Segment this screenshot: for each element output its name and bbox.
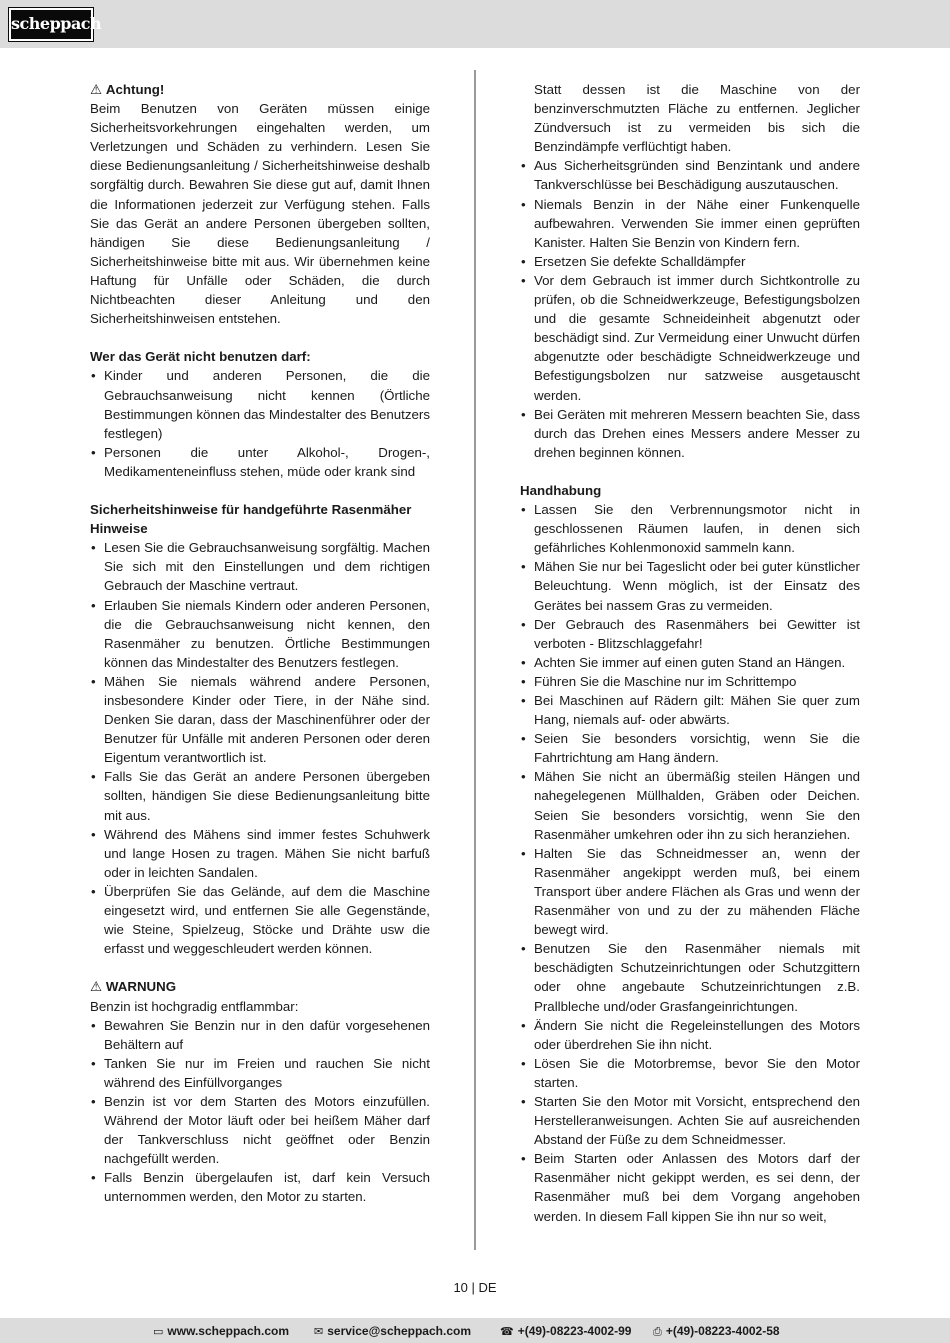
section-heading: Sicherheitshinweise für handgeführte Rasenmäher (90, 502, 412, 518)
list-item: • Beim Starten oder Anlassen des Motors darf der Rasenmäher nicht gekippt werden, es sei denn, der Rasenmäher muß bei dem Vorgang angehoben werden. In diesem Fall kippen Sie ihn nur so weit, (520, 1149, 860, 1225)
warning-title: WARNUNG (105, 979, 177, 995)
left-column (90, 80, 430, 1207)
list-item: • Niemals Benzin in der Nähe einer Funkenquelle aufbewahren. Verwenden Sie immer einen geprüften Kanister. Halten Sie Benzin von Kindern fern. (520, 195, 860, 252)
list-item: • Starten Sie den Motor mit Vorsicht, entsprechend den Herstelleranweisungen. Achten Sie auf ausreichenden Abstand der Füße zu dem Schneidmesser. (520, 1092, 860, 1149)
list-item: • Mähen Sie niemals während andere Personen, insbesondere Kinder oder Tiere, in der Nähe sind. Denken Sie daran, dass der Maschinenführer oder der Benutzer für Unfälle mit anderen Personen oder deren Eigentum verantwortlich ist. (90, 672, 430, 767)
computer-icon: ▭ (153, 1325, 164, 1338)
warning-paragraph: Benzin ist hochgradig entflammbar: (90, 998, 299, 1014)
brand-logo: scheppach (9, 8, 93, 41)
list-item: • Ersetzen Sie defekte Schalldämpfer (520, 252, 860, 271)
list-item: • Kinder und anderen Personen, die die Gebrauchsanweisung nicht kennen (Örtliche Bestimmungen können das Mindestalter des Benutzers festlegen) (90, 366, 430, 442)
warning-paragraph: Beim Benutzen von Geräten müssen einige Sicherheitsvorkehrungen eingehalten werden, um Verletzungen und Schäden zu verhindern. Lesen Sie diese Bedienungsanleitung / Sicherheitshinweise deshalb sorgfältig durch. Bewahren Sie diese gut auf, damit Ihnen die Informationen jederzeit zur Verfügung stehen. Falls Sie das Gerät an andere Personen übergeben sollten, händigen Sie diese Bedienungsanleitung / Sicherheitshinweise bitte mit aus. Wir übernehmen keine Haftung für Unfälle oder Schäden, die durch Nichtbeachten dieser Anleitung und den Sicherheitshinweisen entstehen. (90, 101, 430, 327)
website-text: www.scheppach.com (167, 1324, 289, 1338)
bullet-list (90, 366, 430, 481)
list-item: • Bewahren Sie Benzin nur in den dafür vorgesehenen Behältern auf (90, 1016, 430, 1054)
list-item: • Mähen Sie nicht an übermäßig steilen Hängen und nahegelegenen Müllhalden, Gräben oder Deichen. Seien Sie besonders vorsichtig, wenn Sie den Rasenmäher umkehren oder ihn zu sich heranziehen. (520, 767, 860, 843)
list-item: • Vor dem Gebrauch ist immer durch Sichtkontrolle zu prüfen, ob die Schneidwerkzeuge, Befestigungsbolzen und die gesamte Schneideinheit abgenutzt oder beschädigt sind. Zur Vermeidung einer Unwucht dürfen abgenutzte oder beschädigte Schneidwerkzeuge und Befestigungsbolzen nur satzweise ausgetauscht werden. (520, 271, 860, 405)
warning-heading (90, 80, 430, 99)
list-item: • Überprüfen Sie das Gelände, auf dem die Maschine eingesetzt wird, und entfernen Sie alle Gegenstände, wie Steine, Spielzeug, Stöcke und Drähte usw die erfasst und weggeschleudert werden können. (90, 882, 430, 958)
list-item: • Personen die unter Alkohol-, Drogen-, Medikamenteneinfluss stehen, müde oder krank sind (90, 443, 430, 481)
footer-website[interactable] (153, 1324, 289, 1338)
section-heading: Wer das Gerät nicht benutzen darf: (90, 349, 311, 365)
footer-fax (653, 1324, 780, 1339)
envelope-icon: ✉ (314, 1325, 324, 1338)
subsection-heading: Hinweise (90, 521, 148, 537)
list-item: • Der Gebrauch des Rasenmähers bei Gewitter ist verboten - Blitzschlaggefahr! (520, 615, 860, 653)
list-item: • Während des Mähens sind immer festes Schuhwerk und lange Hosen zu tragen. Mähen Sie nicht barfuß oder in leichten Sandalen. (90, 825, 430, 882)
list-item: • Halten Sie das Schneidmesser an, wenn der Rasenmäher angekippt werden muß, bei einem Transport über andere Flächen als Gras und wenn der Rasenmäher von und zu der zu mähenden Fläche bewegt wird. (520, 844, 860, 939)
bullet-list (90, 1016, 430, 1207)
phone-text: +(49)-08223-4002-99 (517, 1324, 632, 1338)
fax-text: +(49)-08223-4002-58 (665, 1324, 780, 1338)
list-item: • Falls Benzin übergelaufen ist, darf kein Versuch unternommen werden, den Motor zu starten. (90, 1168, 430, 1206)
list-item: • Lösen Sie die Motorbremse, bevor Sie den Motor starten. (520, 1054, 860, 1092)
list-item: • Bei Geräten mit mehreren Messern beachten Sie, dass durch das Drehen eines Messers andere Messer zu drehen beginnen können. (520, 405, 860, 462)
footer-phone (500, 1324, 631, 1338)
list-item: • Benzin ist vor dem Starten des Motors einzufüllen. Während der Motor läuft oder bei heißem Mäher darf der Tankverschluss nicht geöffnet oder Benzin nachgefüllt werden. (90, 1092, 430, 1168)
list-item: • Ändern Sie nicht die Regeleinstellungen des Motors oder überdrehen Sie ihn nicht. (520, 1016, 860, 1054)
list-item: • Erlauben Sie niemals Kindern oder anderen Personen, die die Gebrauchsanweisung nicht kennen, den Rasenmäher zu benutzen. Örtliche Bestimmungen können das Mindestalter des Benutzers festlegen. (90, 596, 430, 672)
list-item: • Falls Sie das Gerät an andere Personen übergeben sollten, händigen Sie diese Bedienungsanleitung bitte mit aus. (90, 767, 430, 824)
continuation-paragraph: Statt dessen ist die Maschine von der benzinverschmutzten Fläche zu entfernen. Jeglicher Zündversuch ist zu vermeiden bis sich die Benzindämpfe verflüchtigt haben. (534, 82, 860, 155)
header-bar (0, 0, 950, 48)
list-item: • Mähen Sie nur bei Tageslicht oder bei guter künstlicher Beleuchtung. Wenn möglich, ist der Einsatz des Gerätes bei nassem Gras zu vermeiden. (520, 557, 860, 614)
list-item: • Lassen Sie den Verbrennungsmotor nicht in geschlossenen Räumen laufen, in denen sich gefährliches Kohlenmonoxid sammeln kann. (520, 500, 860, 557)
warning-triangle-icon: ⚠ (90, 82, 102, 97)
right-column (520, 80, 860, 1226)
list-item: • Benutzen Sie den Rasenmäher niemals mit beschädigten Schutzeinrichtungen oder Schutzgittern oder ohne angebaute Schutzeinrichtungen z.B. Prallbleche und/oder Grasfangeinrichtungen. (520, 939, 860, 1015)
warning-triangle-icon: ⚠ (90, 979, 102, 995)
list-item: • Lesen Sie die Gebrauchsanweisung sorgfältig. Machen Sie sich mit den Einstellungen und dem richtigen Gebrauch der Maschine vertraut. (90, 538, 430, 595)
list-item: • Bei Maschinen auf Rädern gilt: Mähen Sie quer zum Hang, niemals auf- oder abwärts. (520, 691, 860, 729)
list-item: • Tanken Sie nur im Freien und rauchen Sie nicht während des Einfüllvorganges (90, 1054, 430, 1092)
fax-icon: ⎙ (653, 1325, 662, 1338)
footer-email[interactable] (314, 1324, 471, 1338)
bullet-list (90, 538, 430, 958)
column-divider (474, 70, 476, 1250)
warning-heading (90, 977, 430, 996)
section-heading: Handhabung (520, 482, 602, 498)
footer-bar (0, 1318, 950, 1343)
list-item: • Führen Sie die Maschine nur im Schrittempo (520, 672, 860, 691)
page-number: 10 | DE (453, 1280, 497, 1295)
list-item: • Seien Sie besonders vorsichtig, wenn Sie die Fahrtrichtung am Hang ändern. (520, 729, 860, 767)
list-item: • Achten Sie immer auf einen guten Stand an Hängen. (520, 653, 860, 672)
email-text: service@scheppach.com (327, 1324, 471, 1338)
phone-icon: ☎ (500, 1325, 514, 1338)
warning-title: Achtung! (105, 82, 165, 97)
bullet-list (520, 500, 860, 1226)
bullet-list (520, 156, 860, 462)
list-item: • Aus Sicherheitsgründen sind Benzintank und andere Tankverschlüsse bei Beschädigung auszutauschen. (520, 156, 860, 194)
